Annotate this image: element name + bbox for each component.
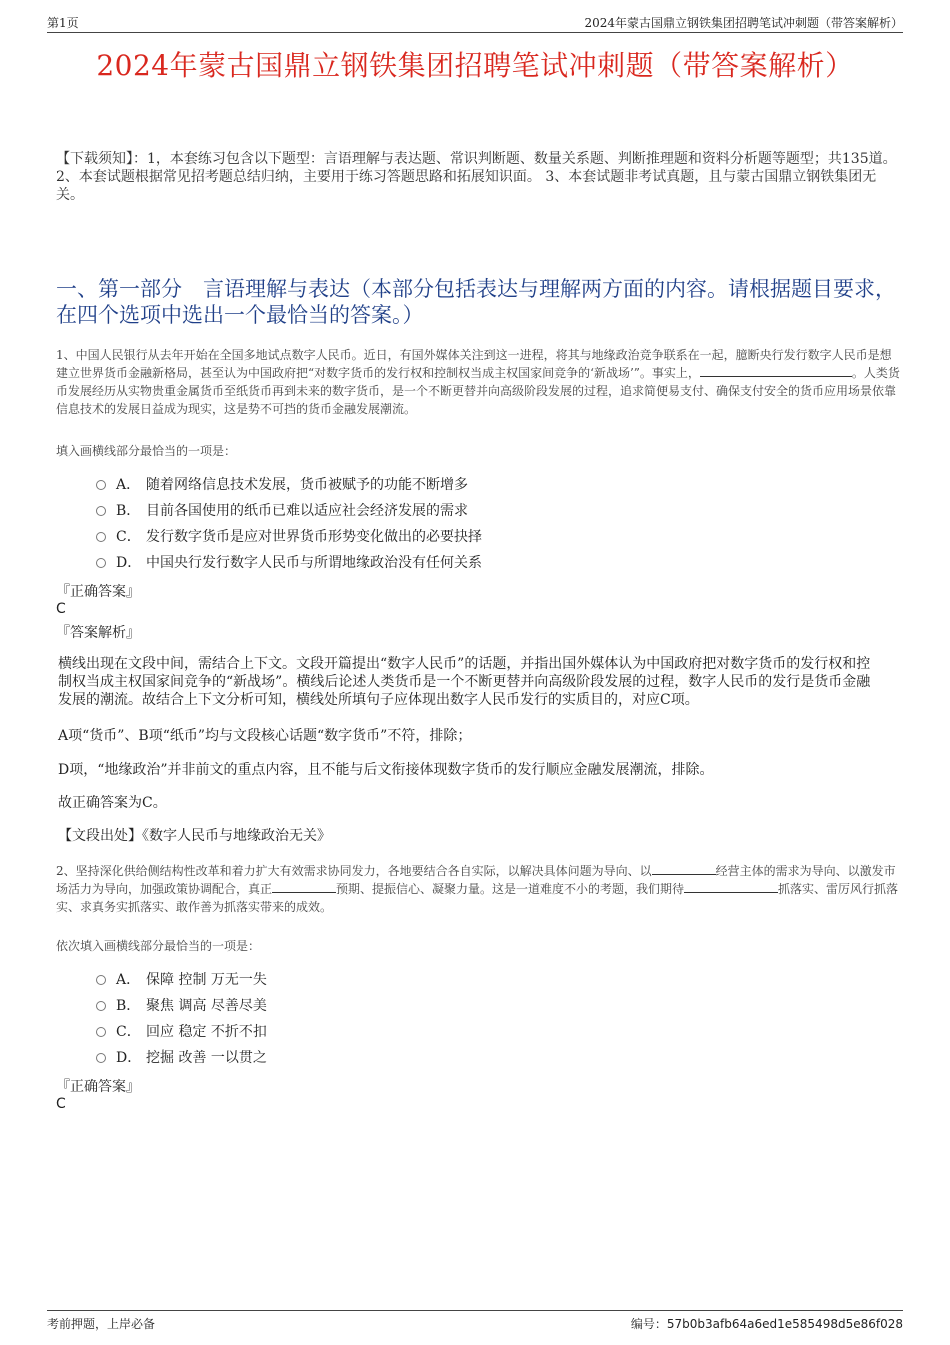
radio-icon[interactable]	[96, 480, 106, 490]
q1-option-a[interactable]: A． 随着网络信息技术发展，货币被赋予的功能不断增多	[96, 475, 468, 495]
footer-code: 编号：57b0b3afb64a6ed1e585498d5e86f028	[630, 1317, 903, 1331]
q2-text-d: 抓落实、雷厉风行抓落实、求真务实抓落实、敢作善为抓落实带来的成效。	[56, 882, 899, 914]
q1-analysis-paragraph: 横线出现在文段中间，需结合上下文。文段开篇提出“数字人民币”的话题，并指出国外媒体认为中国政府把对数字货币的发行权和控制权当成主权国家间竞争的“新战场”。横线后论述人类货币是一个不断更替并向高级阶段发展的过程，数字人民币的发行是货币金融发展的潮流。故结合上下文分析可知，横线处所填句子应体现出数字人民币发行的实质目的，对应C项。	[58, 656, 871, 708]
radio-icon[interactable]	[96, 1027, 106, 1037]
q1-prompt: 填入画横线部分最恰当的一项是：	[56, 444, 237, 458]
q2-option-a[interactable]: A． 保障 控制 万无一失	[96, 970, 267, 990]
radio-icon[interactable]	[96, 975, 106, 985]
q2-blank-3	[684, 880, 778, 893]
page-footer	[47, 1310, 903, 1333]
q1-text-b: 。人类货币发展经历从实物贵重金属货币至纸货币再到未来的数字货币，是一个不断更替并向高级阶段发展的过程，追求简便易支付、确保支付安全的货币应用场景依靠信息技术的发展日益成为现实，这是势不可挡的货币金融发展潮流。	[56, 366, 900, 416]
q2-option-c[interactable]: C． 回应 稳定 不折不扣	[96, 1022, 267, 1042]
q2-text-b: 经营主体的需求为导向、以激发市场活力为导向，加强政策协调配合，真正	[56, 864, 896, 896]
q1-answer: C	[56, 601, 66, 617]
radio-icon[interactable]	[96, 558, 106, 568]
radio-icon[interactable]	[96, 506, 106, 516]
q1-option-d[interactable]: D． 中国央行发行数字人民币与所谓地缘政治没有任何关系	[96, 553, 482, 573]
q2-text-a: 2、坚持深化供给侧结构性改革和着力扩大有效需求协同发力，各地要结合各自实际，以解决具体问题为导向、以	[56, 864, 652, 878]
question-1-text	[56, 346, 901, 418]
q2-option-d[interactable]: D． 挖掘 改善 一以贯之	[96, 1048, 267, 1068]
download-notice: 【下载须知】：1，本套练习包含以下题型：言语理解与表达题、常识判断题、数量关系题、判断推理题和资料分析题等题型；共135道。 2、本套试题根据常见招考题总结归纳，主要用于练习答题思路和拓展知识面。 3、本套试题非考试真题，且与蒙古国鼎立钢铁集团无关。	[56, 151, 897, 203]
q1-blank	[700, 364, 852, 377]
q2-answer-label: 『正确答案』	[56, 1079, 140, 1095]
q2-prompt: 依次填入画横线部分最恰当的一项是：	[56, 939, 261, 953]
page-header	[47, 14, 903, 33]
q1-analysis-paragraph: 故正确答案为C。	[58, 795, 167, 811]
q1-option-b[interactable]: B． 目前各国使用的纸币已难以适应社会经济发展的需求	[96, 501, 468, 521]
section-heading: 一、第一部分 言语理解与表达（本部分包括表达与理解两方面的内容。请根据题目要求，在四个选项中选出一个最恰当的答案。）	[56, 277, 896, 327]
q2-option-b[interactable]: B． 聚焦 调高 尽善尽美	[96, 996, 267, 1016]
q2-answer: C	[56, 1096, 66, 1112]
footer-slogan: 考前押题，上岸必备	[47, 1317, 156, 1331]
radio-icon[interactable]	[96, 1001, 106, 1011]
q1-answer-label: 『正确答案』	[56, 584, 140, 600]
page-number: 第1页	[47, 16, 79, 30]
q2-text-c: 预期、提振信心、凝聚力量。这是一道难度不小的考题，我们期待	[336, 882, 685, 896]
q1-analysis-paragraph: D项，“地缘政治”并非前文的重点内容，且不能与后文衔接体现数字货币的发行顺应金融发展潮流，排除。	[58, 762, 714, 778]
radio-icon[interactable]	[96, 532, 106, 542]
q2-blank-2	[272, 880, 336, 893]
q1-source: 【文段出处】《数字人民币与地缘政治无关》	[58, 828, 331, 844]
q1-analysis-label: 『答案解析』	[56, 625, 140, 641]
q1-text-a: 1、中国人民银行从去年开始在全国多地试点数字人民币。近日，有国外媒体关注到这一进程，将其与地缘政治竞争联系在一起，臆断央行发行数字人民币是想建立世界货币金融新格局，甚至认为中国政府把“对数字货币的发行权和控制权当成主权国家间竞争的‘新战场’”。事实上，	[56, 348, 892, 380]
q1-option-c[interactable]: C． 发行数字货币是应对世界货币形势变化做出的必要抉择	[96, 527, 482, 547]
question-2-text	[56, 862, 901, 916]
page-title: 2024年蒙古国鼎立钢铁集团招聘笔试冲刺题（带答案解析）	[96, 49, 854, 82]
q2-blank-1	[652, 862, 716, 875]
q1-analysis-paragraph: A项“货币”、B项“纸币”均与文段核心话题“数字货币”不符，排除；	[58, 728, 472, 744]
radio-icon[interactable]	[96, 1053, 106, 1063]
header-doc-title: 2024年蒙古国鼎立钢铁集团招聘笔试冲刺题（带答案解析）	[584, 16, 903, 30]
